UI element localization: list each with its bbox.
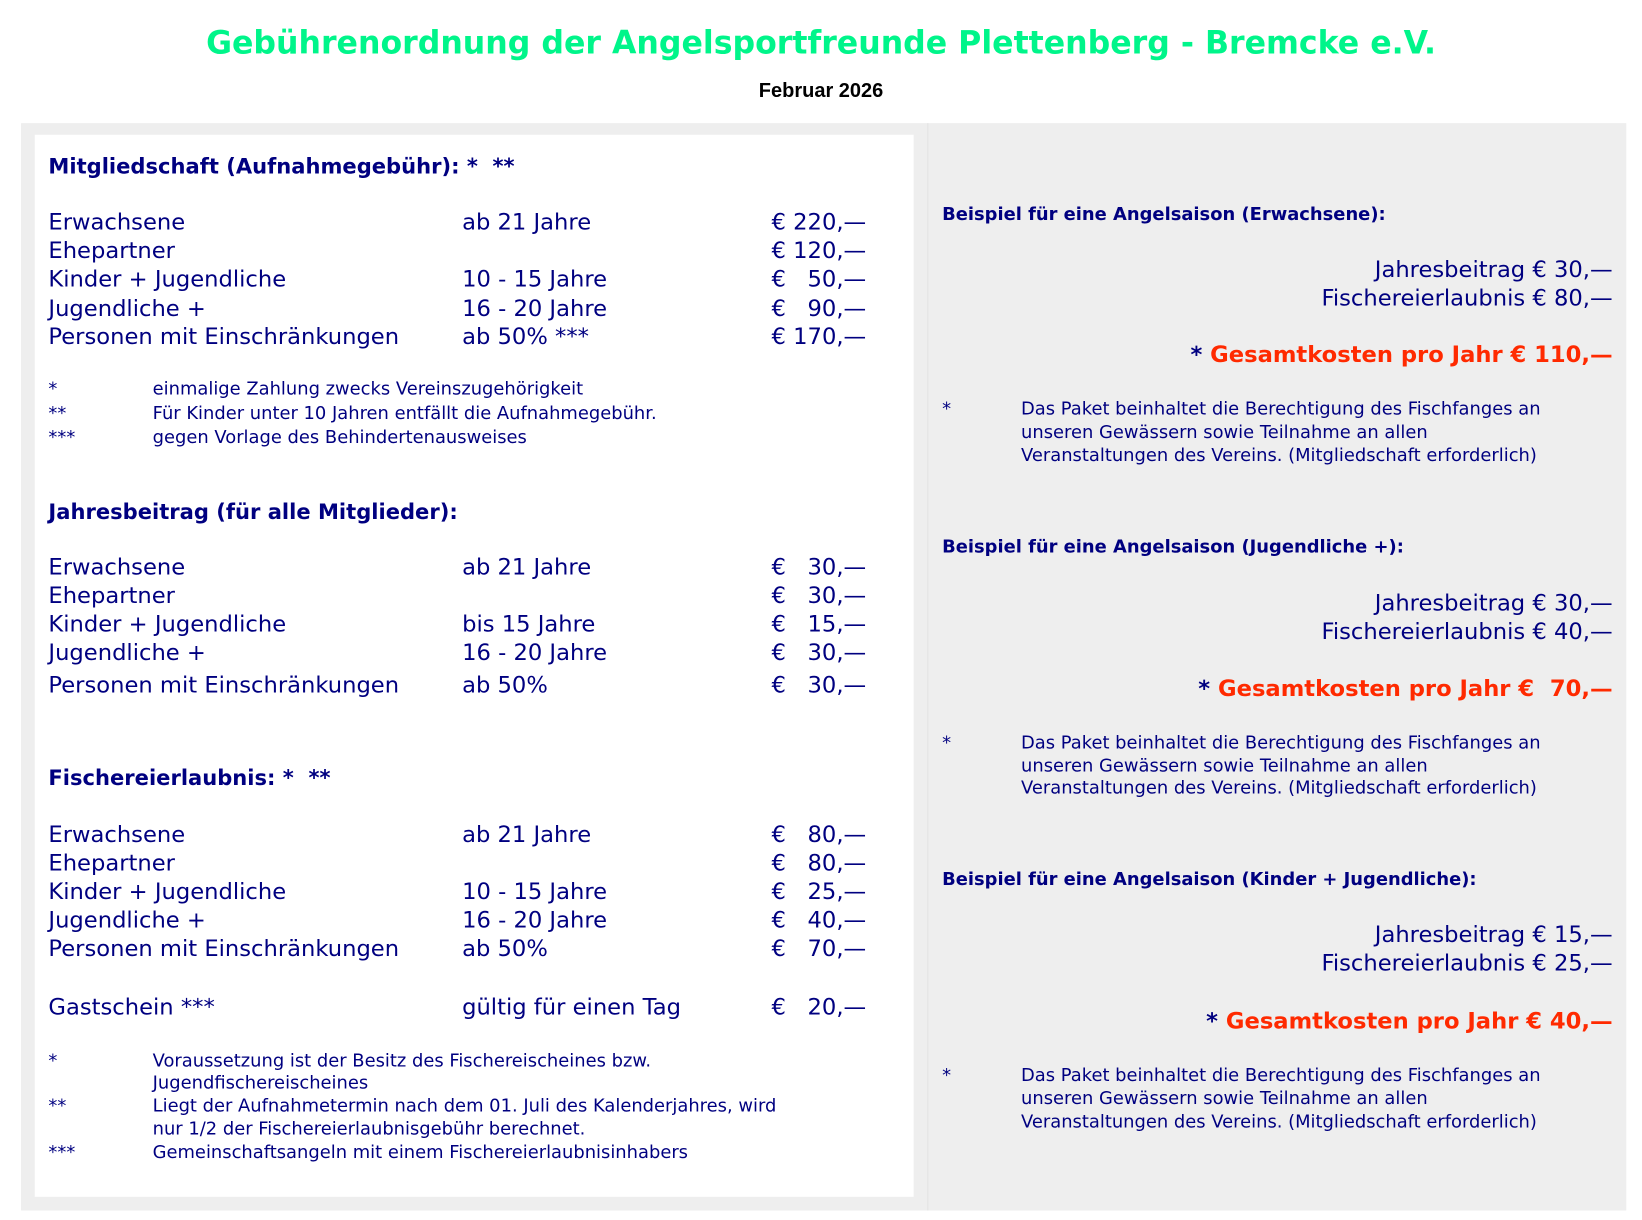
- note-text: Das Paket beinhaltet die Berechtigung des Fischfanges an: [1021, 1065, 1541, 1087]
- row-label: Jugendliche +: [48, 295, 206, 323]
- example-permit-fee: Fischereierlaubnis € 25,—: [1321, 950, 1613, 977]
- example-permit-fee: Fischereierlaubnis € 80,—: [1321, 285, 1613, 312]
- total-asterisk: *: [1190, 342, 1203, 369]
- section-heading-fishing-permit: Fischereierlaubnis: * **: [48, 765, 331, 791]
- note-mark: *: [942, 732, 952, 754]
- total-asterisk: *: [1198, 675, 1211, 703]
- row-price: € 80,—: [771, 822, 867, 849]
- row-label: Personen mit Einschränkungen: [48, 935, 400, 963]
- note-mark: *: [942, 1065, 952, 1087]
- row-condition: 16 - 20 Jahre: [462, 639, 608, 667]
- note-text: unseren Gewässern sowie Teilnahme an allen: [1021, 755, 1428, 777]
- row-label: Ehepartner: [48, 850, 175, 877]
- row-label: Ehepartner: [48, 583, 175, 610]
- footnote-mark: ***: [48, 1142, 76, 1164]
- guest-condition: gültig für einen Tag: [462, 994, 681, 1022]
- example-heading: Beispiel für eine Angelsaison (Erwachsene):: [942, 204, 1386, 226]
- row-label: Jugendliche +: [48, 639, 206, 667]
- row-price: € 120,—: [771, 237, 867, 265]
- row-label: Erwachsene: [48, 209, 186, 236]
- row-condition: ab 50%: [462, 935, 548, 963]
- footnote-text: Für Kinder unter 10 Jahren entfällt die Aufnahmegebühr.: [152, 403, 657, 425]
- example-total: [1206, 1008, 1612, 1035]
- row-condition: 16 - 20 Jahre: [462, 907, 608, 934]
- footnote-mark: **: [48, 1095, 67, 1117]
- footnote-text: nur 1/2 der Fischereierlaubnisgebühr berechnet.: [152, 1118, 586, 1140]
- row-label: Kinder + Jugendliche: [48, 611, 287, 638]
- row-condition: ab 50% ***: [462, 324, 589, 351]
- row-label: Kinder + Jugendliche: [48, 878, 287, 906]
- example-annual-fee: Jahresbeitrag € 15,—: [1374, 922, 1613, 949]
- row-label: Erwachsene: [48, 554, 186, 582]
- note-text: Das Paket beinhaltet die Berechtigung des Fischfanges an: [1021, 398, 1541, 420]
- row-condition: 16 - 20 Jahre: [462, 295, 608, 323]
- footnote-text: Liegt der Aufnahmetermin nach dem 01. Juli des Kalenderjahres, wird: [152, 1095, 777, 1117]
- row-condition: ab 21 Jahre: [462, 554, 592, 582]
- example-permit-fee: Fischereierlaubnis € 40,—: [1321, 618, 1613, 646]
- section-heading-membership: Mitgliedschaft (Aufnahmegebühr): * **: [48, 153, 515, 179]
- note-text: Das Paket beinhaltet die Berechtigung des Fischfanges an: [1021, 732, 1541, 754]
- footnote-text: einmalige Zahlung zwecks Vereinszugehörigkeit: [152, 378, 584, 400]
- total-asterisk: *: [1206, 1008, 1219, 1035]
- row-price: € 25,—: [771, 878, 867, 906]
- row-condition: bis 15 Jahre: [462, 611, 596, 638]
- total-amount: Gesamtkosten pro Jahr € 40,—: [1225, 1008, 1613, 1035]
- note-text: unseren Gewässern sowie Teilnahme an allen: [1021, 1088, 1428, 1110]
- row-price: € 30,—: [771, 554, 867, 582]
- footnote-mark: *: [48, 1050, 58, 1072]
- guest-label: Gastschein ***: [48, 994, 215, 1022]
- row-price: € 40,—: [771, 907, 867, 934]
- footnote-mark: **: [48, 403, 67, 425]
- row-price: € 70,—: [771, 935, 867, 963]
- page-date: Februar 2026: [758, 79, 884, 103]
- row-condition: ab 21 Jahre: [462, 209, 592, 236]
- row-label: Ehepartner: [48, 237, 175, 265]
- section-heading-annual-fee: Jahresbeitrag (für alle Mitglieder):: [48, 498, 458, 525]
- row-price: € 30,—: [771, 583, 867, 610]
- total-amount: Gesamtkosten pro Jahr € 70,—: [1218, 675, 1613, 703]
- row-price: € 50,—: [771, 266, 867, 293]
- example-heading: Beispiel für eine Angelsaison (Jugendliche +):: [942, 536, 1404, 558]
- column-divider: [927, 123, 928, 1210]
- example-annual-fee: Jahresbeitrag € 30,—: [1374, 256, 1613, 284]
- footnote-text: Jugendfischereischeines: [152, 1072, 369, 1094]
- row-price: € 30,—: [771, 672, 867, 699]
- row-label: Personen mit Einschränkungen: [48, 324, 400, 351]
- guest-price: € 20,—: [771, 994, 867, 1022]
- note-mark: *: [942, 398, 952, 420]
- footnote-text: Voraussetzung ist der Besitz des Fischereischeines bzw.: [152, 1050, 652, 1072]
- row-price: € 80,—: [771, 850, 867, 877]
- row-price: € 170,—: [771, 324, 867, 351]
- row-condition: ab 21 Jahre: [462, 822, 592, 849]
- example-heading: Beispiel für eine Angelsaison (Kinder + Jugendliche):: [942, 869, 1477, 891]
- page-title: Gebührenordnung der Angelsportfreunde Plettenberg - Bremcke e.V.: [206, 25, 1436, 63]
- note-text: Veranstaltungen des Vereins. (Mitgliedschaft erforderlich): [1021, 1111, 1537, 1133]
- note-text: Veranstaltungen des Vereins. (Mitgliedschaft erforderlich): [1021, 445, 1537, 467]
- note-text: Veranstaltungen des Vereins. (Mitgliedschaft erforderlich): [1021, 777, 1537, 799]
- footnote-mark: *: [48, 378, 58, 400]
- row-label: Kinder + Jugendliche: [48, 266, 287, 293]
- row-label: Jugendliche +: [48, 907, 206, 934]
- footnote-text: gegen Vorlage des Behindertenausweises: [152, 427, 527, 449]
- example-total: [1198, 676, 1612, 703]
- row-price: € 220,—: [771, 209, 867, 236]
- note-text: unseren Gewässern sowie Teilnahme an allen: [1021, 422, 1428, 444]
- row-price: € 90,—: [771, 295, 867, 323]
- row-price: € 15,—: [771, 611, 867, 638]
- row-condition: 10 - 15 Jahre: [462, 878, 608, 906]
- row-price: € 30,—: [771, 639, 867, 667]
- row-label: Erwachsene: [48, 822, 186, 849]
- row-condition: ab 50%: [462, 672, 548, 699]
- footnote-text: Gemeinschaftsangeln mit einem Fischereierlaubnisinhabers: [152, 1142, 689, 1164]
- row-condition: 10 - 15 Jahre: [462, 266, 608, 293]
- footnote-mark: ***: [48, 427, 76, 449]
- example-annual-fee: Jahresbeitrag € 30,—: [1374, 590, 1613, 617]
- example-total: [1190, 342, 1612, 369]
- total-amount: Gesamtkosten pro Jahr € 110,—: [1210, 342, 1613, 369]
- row-label: Personen mit Einschränkungen: [48, 672, 400, 699]
